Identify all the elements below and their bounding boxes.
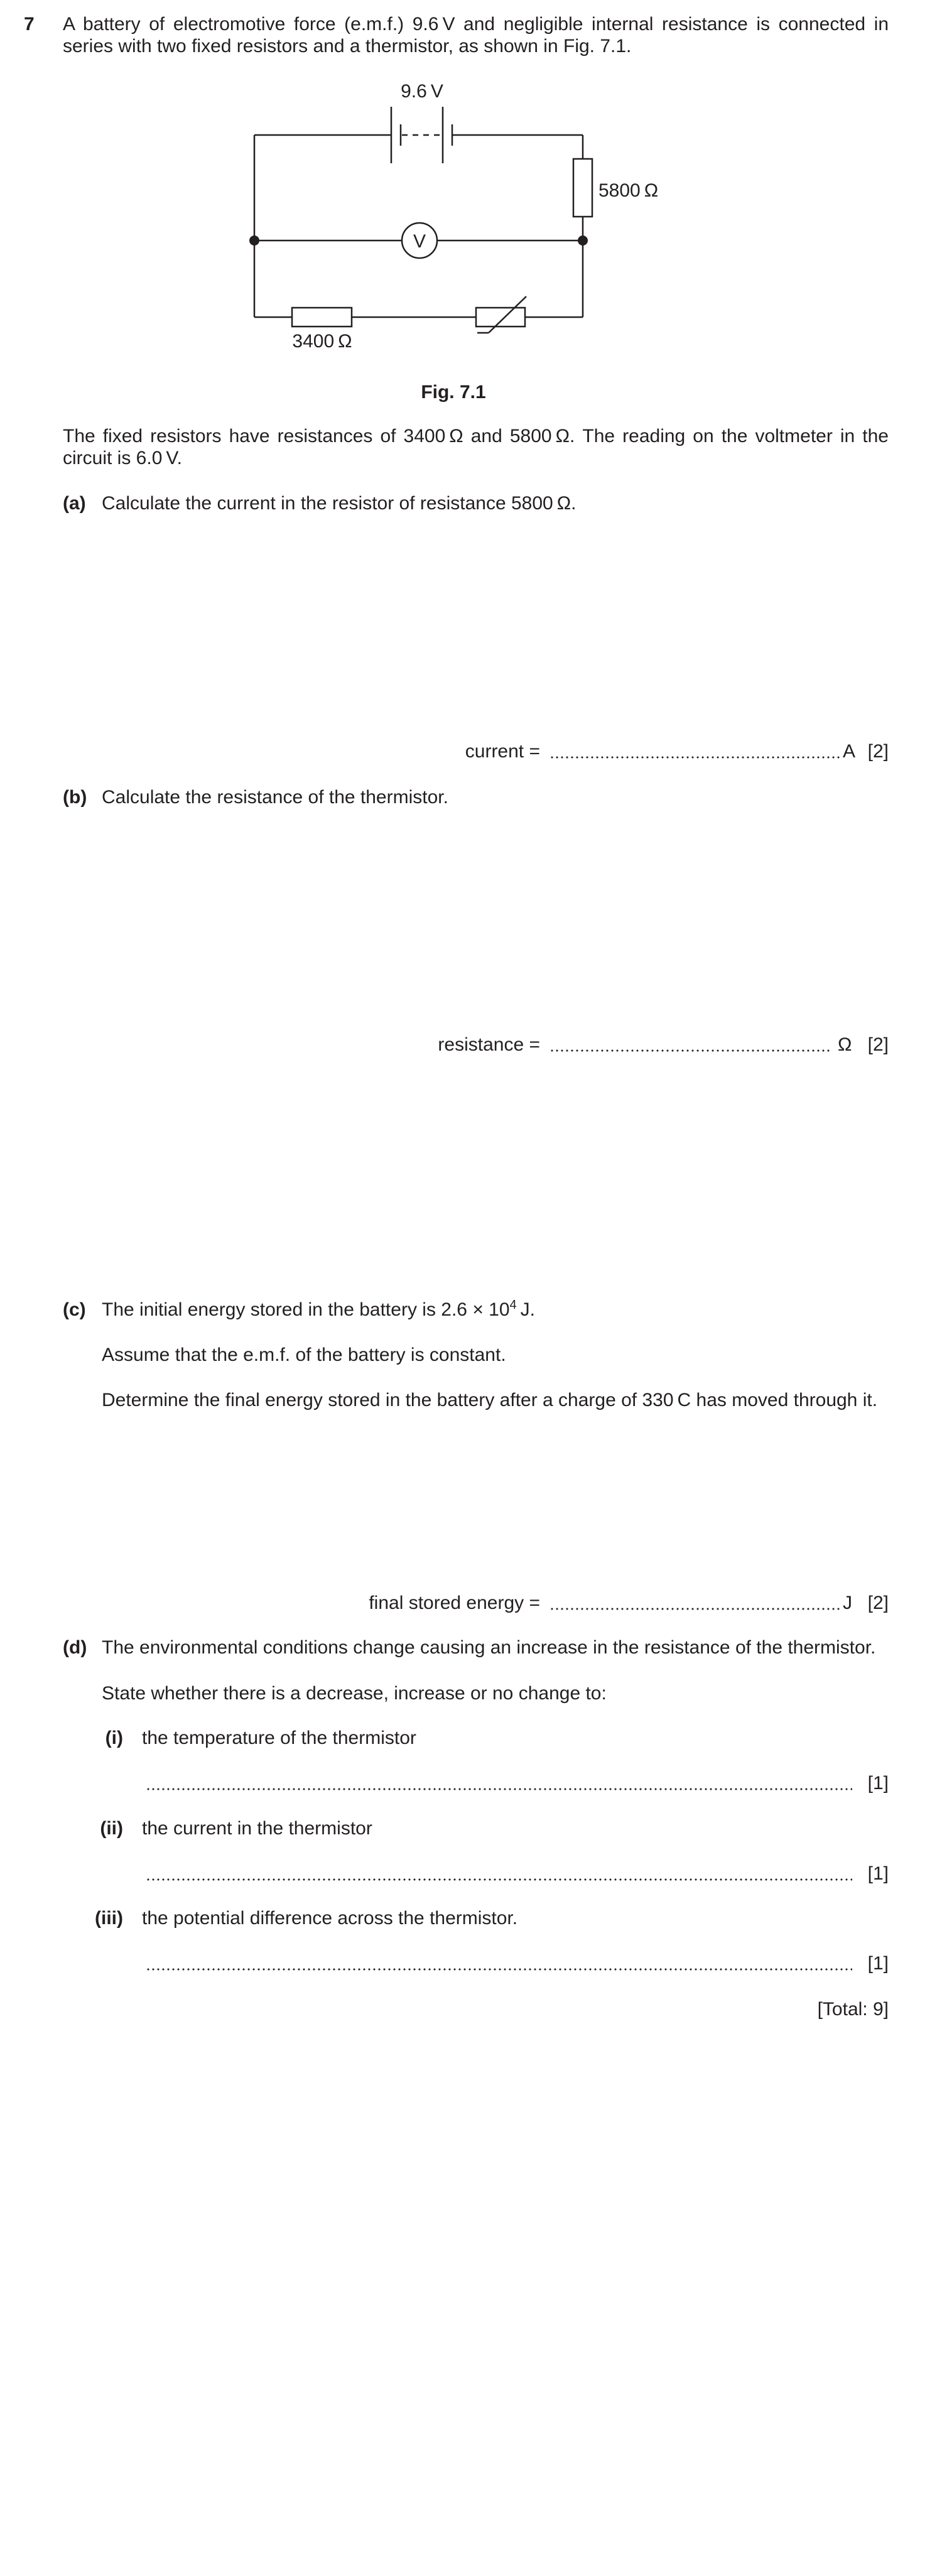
part-d-iii-answer-line[interactable] xyxy=(146,1968,852,1971)
figure-caption: Fig. 7.1 xyxy=(421,382,486,402)
part-a-text: Calculate the current in the resistor of resistance 5800 Ω. xyxy=(102,493,577,514)
part-d-i-marks: [1] xyxy=(867,1773,889,1794)
part-d-iii-text: the potential difference across the thermistor. xyxy=(142,1908,518,1929)
part-c-unit: J xyxy=(843,1593,852,1613)
part-b-text: Calculate the resistance of the thermistor. xyxy=(102,787,448,808)
part-d-ii-label: (ii) xyxy=(100,1818,123,1839)
part-d-ii-answer-line[interactable] xyxy=(146,1878,852,1881)
part-a-answer-label: current = xyxy=(465,741,540,762)
part-b-marks: [2] xyxy=(867,1034,889,1055)
question-intro-line1: A battery of electromotive force (e.m.f.) 9.6 V and negligible internal resistance is connected in xyxy=(63,14,889,35)
voltmeter-label: V xyxy=(413,231,426,252)
part-b-unit: Ω xyxy=(838,1034,852,1055)
part-b-answer-label: resistance = xyxy=(438,1034,540,1055)
part-c-answer-label: final stored energy = xyxy=(369,1593,540,1613)
part-c-assume: Assume that the e.m.f. of the battery is constant. xyxy=(102,1345,506,1365)
part-d-iii-marks: [1] xyxy=(867,1953,889,1974)
resistor-3400 xyxy=(292,308,352,327)
resistor-right-label: 5800 Ω xyxy=(598,180,659,201)
part-c-label: (c) xyxy=(63,1299,86,1320)
part-d-text: The environmental conditions change causing an increase in the resistance of the thermistor. xyxy=(102,1637,876,1658)
part-a-label: (a) xyxy=(63,493,86,514)
part-d-label: (d) xyxy=(63,1637,87,1658)
part-d-iii-label: (iii) xyxy=(95,1908,123,1929)
junction-right xyxy=(578,235,588,246)
battery-emf-label: 9.6 V xyxy=(401,81,443,102)
part-d-state: State whether there is a decrease, increase or no change to: xyxy=(102,1683,607,1704)
resistor-bottom-label: 3400 Ω xyxy=(292,331,352,352)
part-c-exponent: 4 xyxy=(509,1298,517,1312)
question-intro-line2: series with two fixed resistors and a thermistor, as shown in Fig. 7.1. xyxy=(63,36,632,57)
circuit-diagram xyxy=(0,0,942,402)
question-total: [Total: 9] xyxy=(817,1999,889,2020)
part-d-ii-text: the current in the thermistor xyxy=(142,1818,372,1839)
part-c-answer-line[interactable] xyxy=(550,1608,842,1610)
part-d-i-text: the temperature of the thermistor xyxy=(142,1728,416,1748)
context-line2: circuit is 6.0 V. xyxy=(63,448,182,468)
part-d-i-answer-line[interactable] xyxy=(146,1788,852,1790)
question-number: 7 xyxy=(24,14,35,35)
part-c-text: The initial energy stored in the battery is $2.6 \times 10^4$ J. xyxy=(102,1298,536,1320)
junction-left xyxy=(249,235,259,246)
part-c-determine: Determine the final energy stored in the battery after a charge of 330 C has moved through it. xyxy=(102,1390,878,1410)
part-b-label: (b) xyxy=(63,787,87,808)
part-c-marks: [2] xyxy=(867,1593,889,1613)
part-a-marks: [2] xyxy=(867,741,889,762)
context-line1: The fixed resistors have resistances of 3400 Ω and 5800 Ω. The reading on the voltmeter in the xyxy=(63,426,889,446)
part-d-i-label: (i) xyxy=(105,1728,123,1748)
thermistor-symbol xyxy=(476,308,525,327)
part-a-unit: A xyxy=(843,741,856,762)
resistor-5800 xyxy=(573,159,592,217)
part-b-answer-line[interactable] xyxy=(550,1049,832,1052)
part-d-ii-marks: [1] xyxy=(867,1863,889,1884)
part-a-answer-line[interactable] xyxy=(550,756,842,759)
